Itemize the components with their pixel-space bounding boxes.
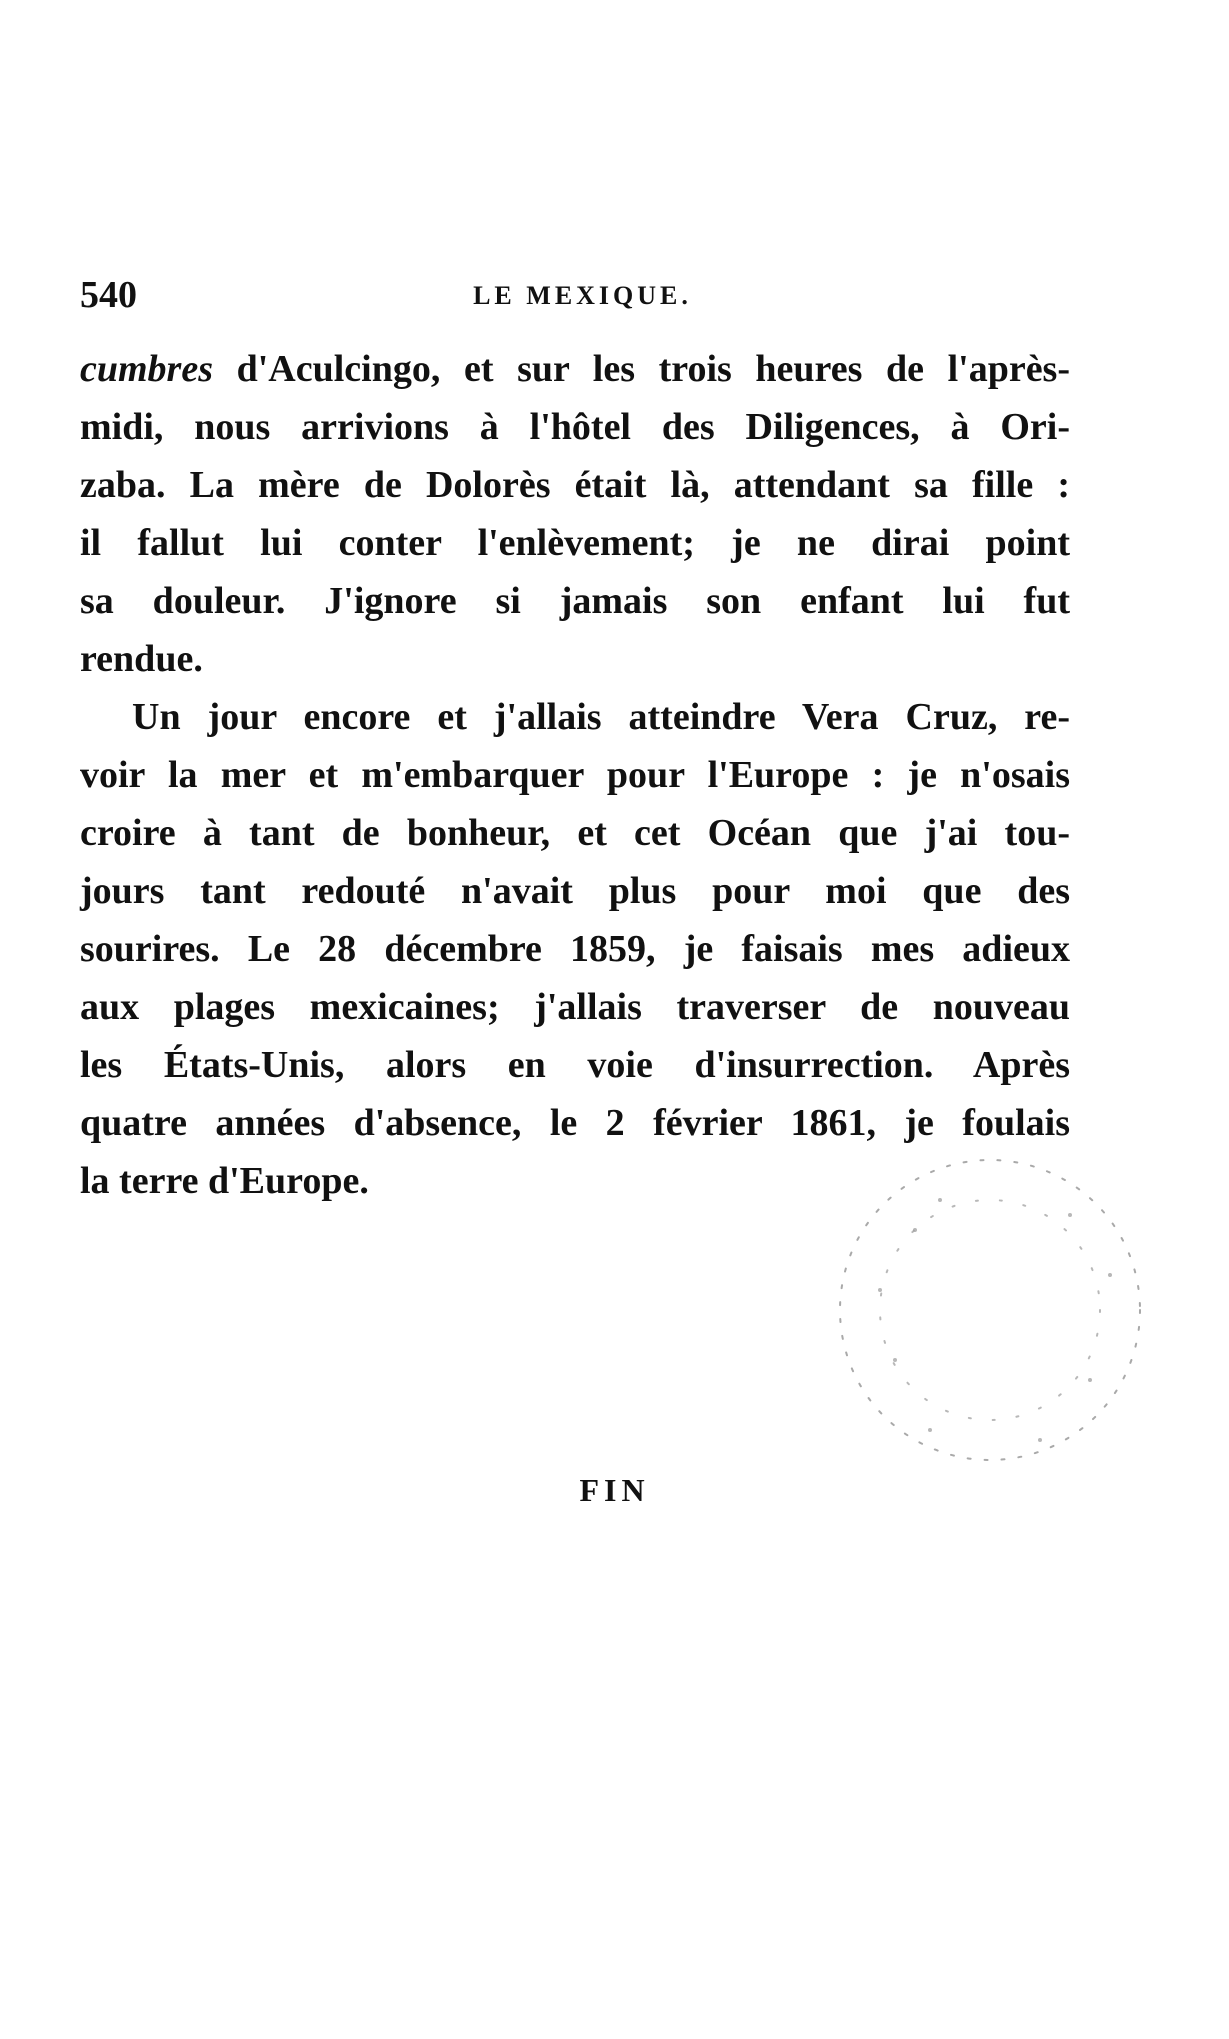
running-head [80,270,1085,320]
italic-word: cumbres [80,348,213,390]
running-title: LE MEXIQUE. [473,281,692,310]
text-line: jours tant redouté n'avait plus pour moi que des [80,870,1070,912]
text-line: zaba. La mère de Dolorès était là, attendant sa fille : [80,464,1070,506]
text-line: aux plages mexicaines; j'allais traverser de nouveau [80,986,1070,1028]
text-line: la terre d'Europe. [80,1160,369,1202]
text-line: Un jour encore et j'allais atteindre Vera Cruz, re- [132,696,1070,738]
page-number: 540 [80,274,137,316]
text-line: il fallut lui conter l'enlèvement; je ne dirai point [80,522,1070,564]
end-mark: FIN [579,1472,650,1508]
body-text [80,340,1070,1210]
text-line: rendue. [80,638,203,680]
text-line: voir la mer et m'embarquer pour l'Europe : je n'osais [80,754,1070,796]
text-line: sourires. Le 28 décembre 1859, je faisais mes adieux [80,928,1070,970]
text-line: midi, nous arrivions à l'hôtel des Diligences, à Ori- [80,406,1070,448]
line-text: d'Aculcingo, et sur les trois heures de l'après- [213,348,1070,390]
text-line: quatre années d'absence, le 2 février 1861, je foulais [80,1102,1070,1144]
text-line [80,340,1070,398]
text-line: les États-Unis, alors en voie d'insurrection. Après [80,1044,1070,1086]
faded-library-stamp-icon [820,1140,1160,1480]
text-line: sa douleur. J'ignore si jamais son enfant lui fut [80,580,1070,622]
text-line: croire à tant de bonheur, et cet Océan que j'ai tou- [80,812,1070,854]
